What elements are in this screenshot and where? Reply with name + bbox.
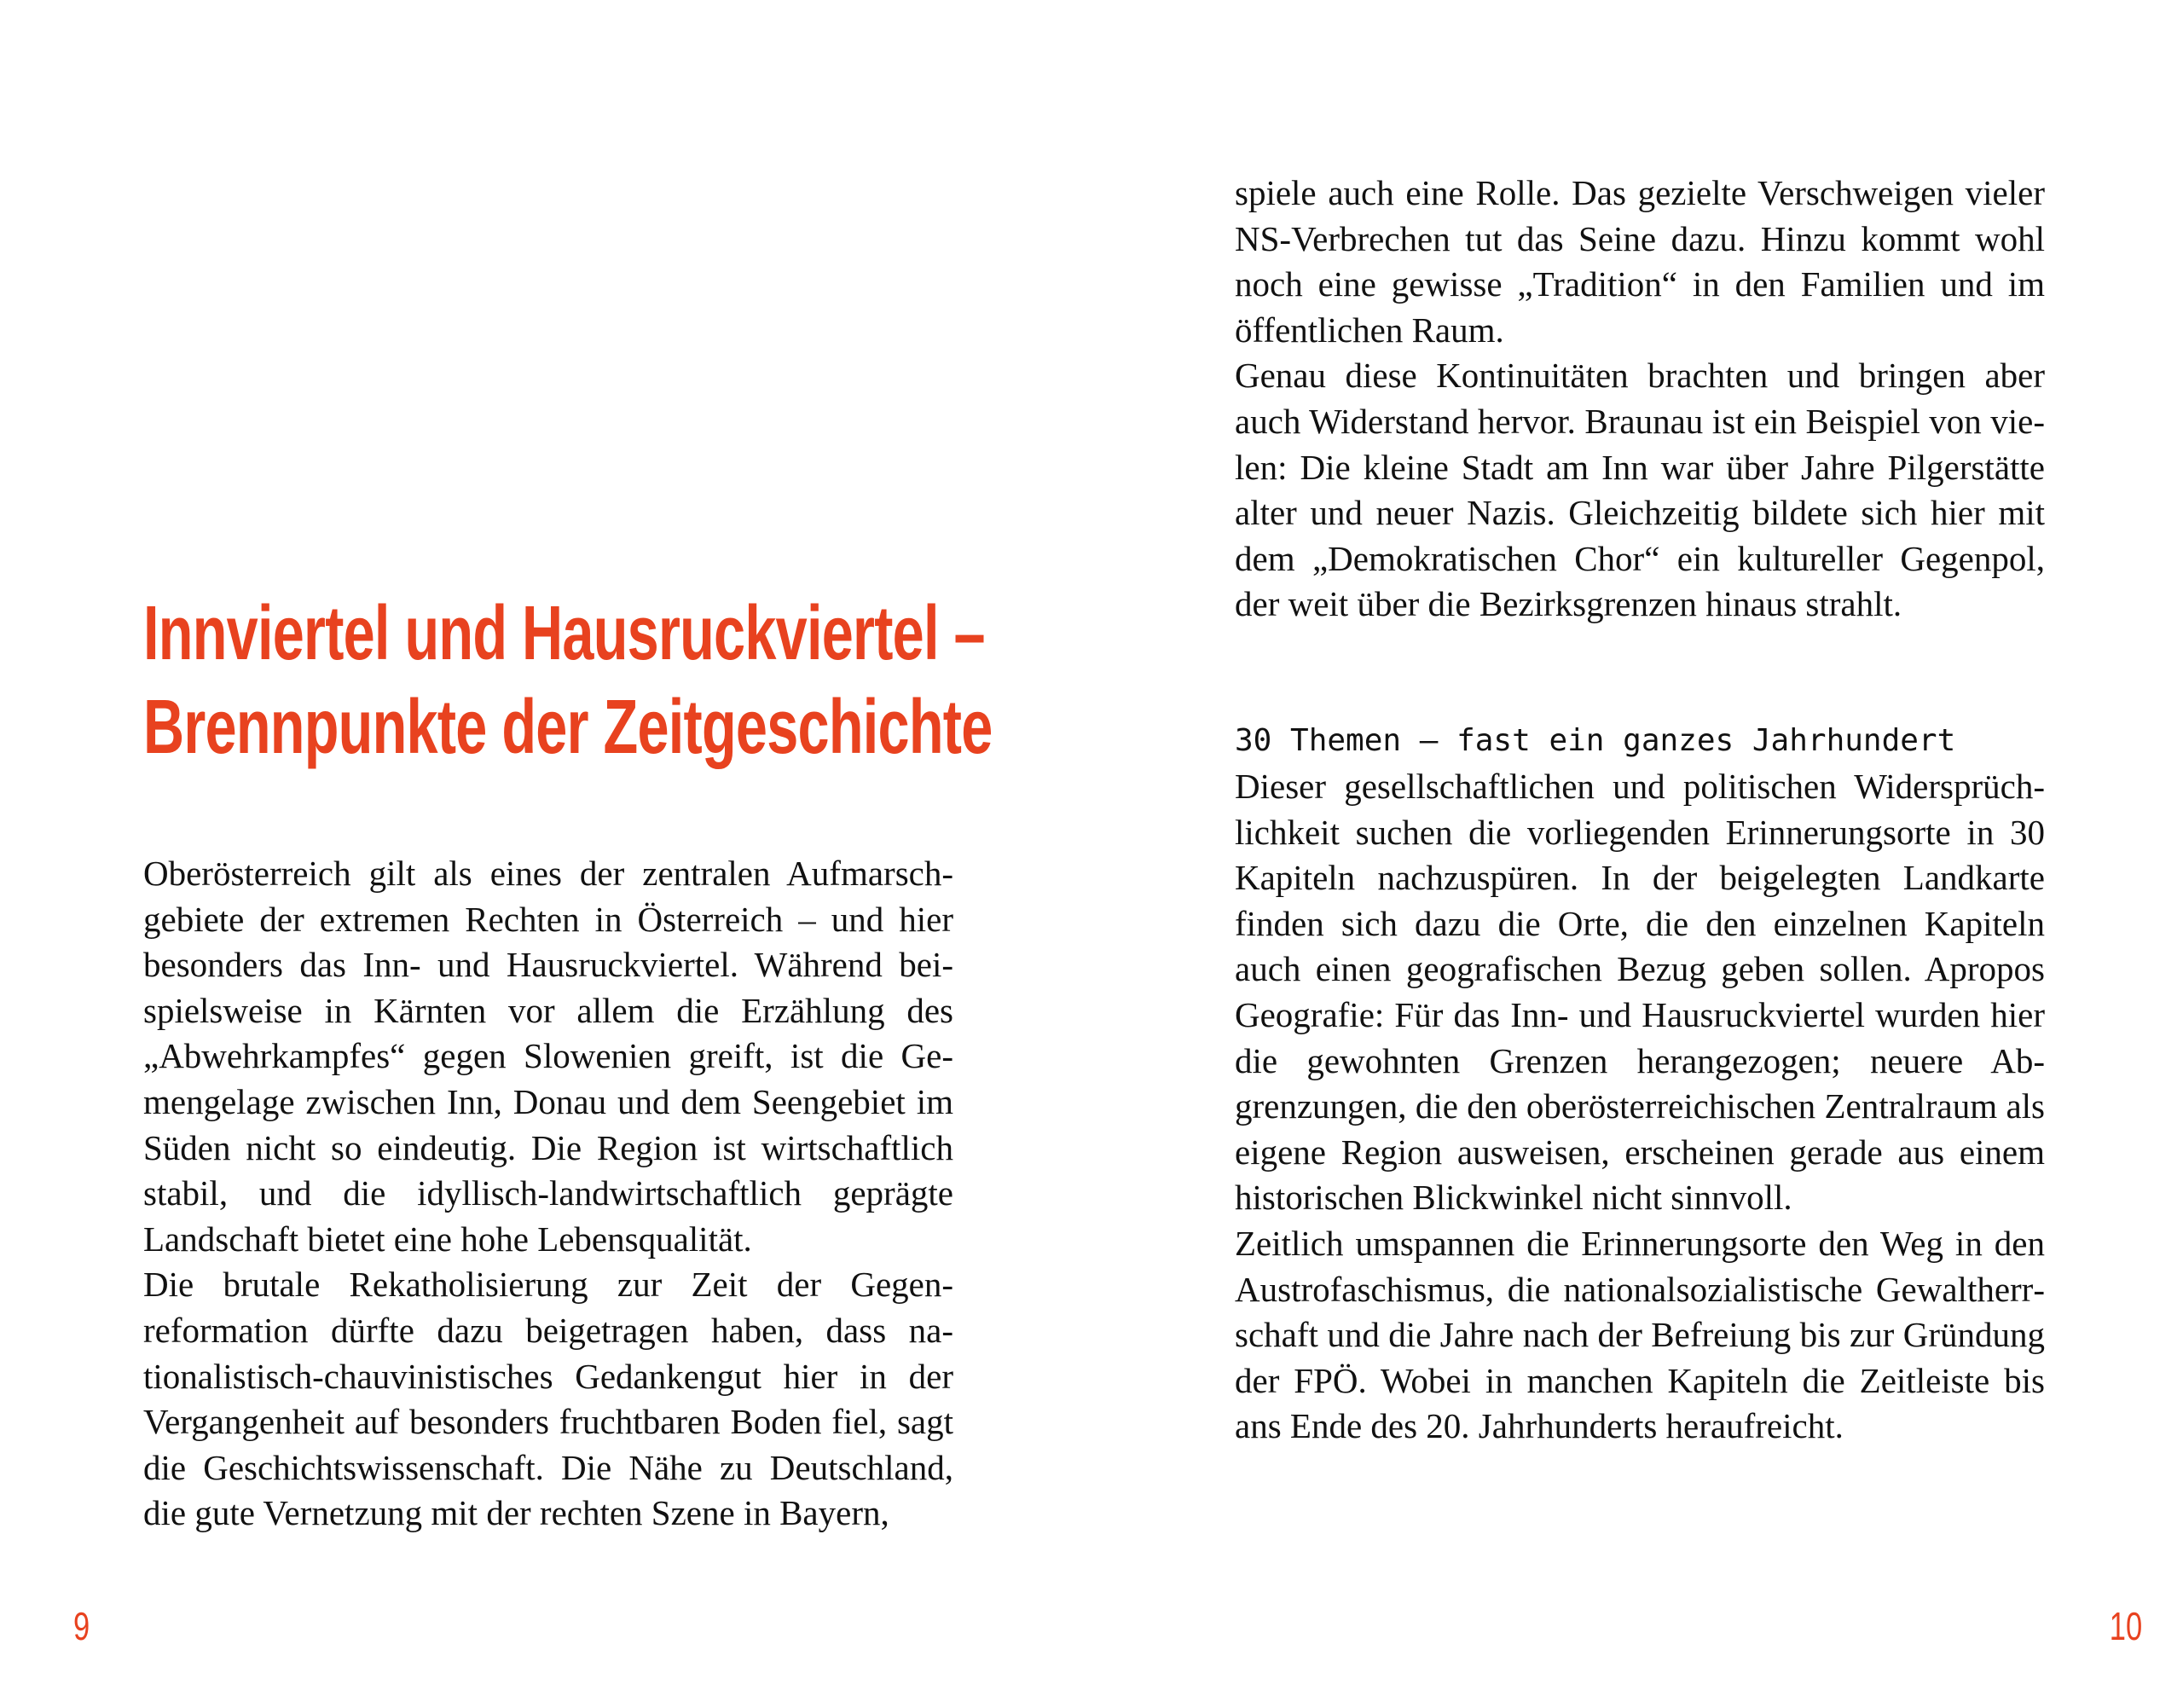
right-body-text-top [1235,171,2045,628]
chapter-heading [143,587,993,774]
paragraph: spiele auch eine Rolle. Das gezielte Verschweigen vieler NS-Verbrechen tut das Seine dazu. Hinzu kommt wohl noch eine gewisse „Tradition“ in den Familien und im öffentlichen Raum. [1235,173,2045,350]
heading-line-1: Innviertel und Hausruckviertel – [143,591,985,676]
section-subheading: 30 Themen – fast ein ganzes Jahrhundert [1235,723,1956,758]
paragraph: Die brutale Rekatholisierung zur Zeit der Gegenreformation dürfte dazu beigetragen haben, dass nationalistisch-chauvinistisches Gedankengut hier in der Vergangenheit auf besonders fruchtbaren Boden fiel, sagt die Geschichtswissenschaft. Die Nähe zu Deutschland, die gute Vernetzung mit der rechten Szene in Bayern, [143,1265,953,1533]
page-number-right: 10 [2109,1604,2142,1648]
paragraph: Oberösterreich gilt als eines der zentralen Aufmarschgebiete der extremen Rechten in Österreich – und hier besonders das Inn- und Hausruckviertel. Während beispielsweise in Kärnten vor allem die Erzählung des „Abwehrkampfes“ gegen Slowenien greift, ist die Gemengelage zwischen Inn, Donau und dem Seengebiet im Süden nicht so eindeutig. Die Region ist wirtschaftlich stabil, und die idyllisch-landwirtschaftlich geprägte Landschaft bietet eine hohe Lebensqualität. [143,854,953,1259]
right-body-text-bottom [1235,718,2045,1450]
left-body-text [143,851,953,1537]
heading-line-2: Brennpunkte der Zeitgeschichte [143,685,993,770]
paragraph: Dieser gesellschaftlichen und politischen Widersprüchlichkeit suchen die vorliegenden Erinnerungsorte in 30 Kapiteln nachzuspüren. In der beigelegten Landkarte finden sich dazu die Orte, die den einzelnen Kapiteln auch einen geografischen Bezug geben sollen. Apropos Geografie: Für das Inn- und Hausruckviertel wurden hier die gewohnten Grenzen herangezogen; neuere Abgrenzungen, die den oberösterreichischen Zentralraum als eigene Region ausweisen, erscheinen gerade aus einem historischen Blickwinkel nicht sinnvoll. [1235,767,2045,1218]
paragraph: Genau diese Kontinuitäten brachten und bringen aber auch Widerstand hervor. Braunau ist ein Beispiel von vielen: Die kleine Stadt am Inn war über Jahre Pilgerstätte alter und neuer Nazis. Gleichzeitig bildete sich hier mit dem „Demokratischen Chor“ ein kultureller Gegenpol, der weit über die Bezirksgrenzen hinaus strahlt. [1235,356,2045,624]
right-page [1092,0,2183,1708]
paragraph: Zeitlich umspannen die Erinnerungsorte den Weg in den Austrofaschismus, die nationalsozialistische Gewaltherrschaft und die Jahre nach der Befreiung bis zur Gründung der FPÖ. Wobei in manchen Kapiteln die Zeitleiste bis ans Ende des 20. Jahrhunderts heraufreicht. [1235,1223,2045,1446]
page-number-left: 9 [73,1604,90,1648]
